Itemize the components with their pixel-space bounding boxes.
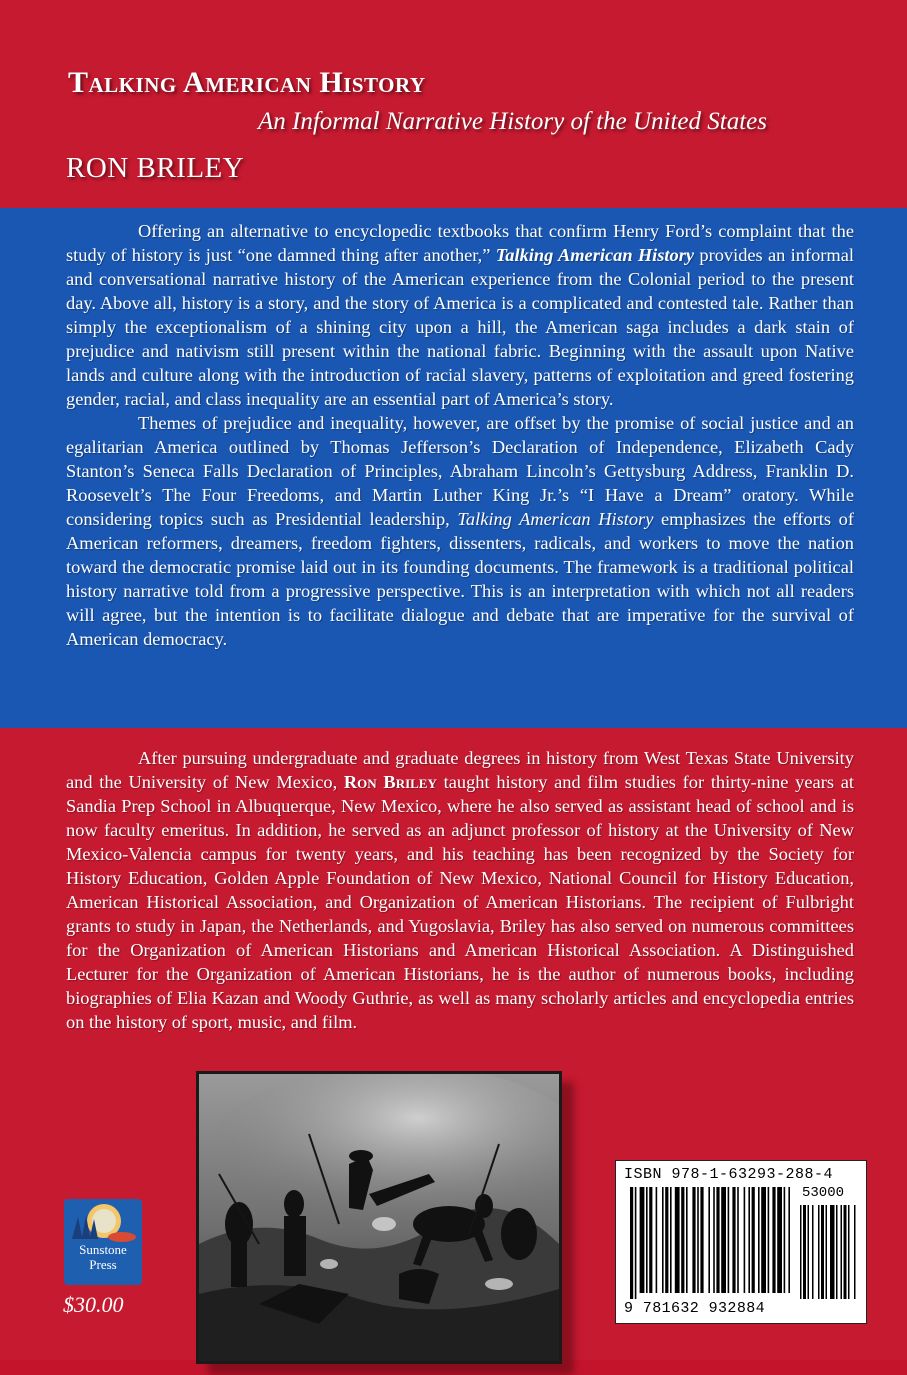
bio-author-name: Ron Briley <box>343 772 437 792</box>
blurb-p1-book-title: Talking American History <box>495 245 695 265</box>
ean-number: 9 781632 932884 <box>624 1300 766 1317</box>
blurb-paragraph-2 <box>66 411 854 651</box>
sun-icon <box>64 1199 142 1245</box>
author-bio <box>66 746 854 1034</box>
book-title: Talking American History <box>68 66 426 99</box>
isbn-barcode <box>615 1160 867 1324</box>
battle-illustration <box>196 1071 562 1364</box>
blurb-p2-book-title: Talking American History <box>457 509 654 529</box>
sunstone-press-logo-icon <box>64 1199 142 1285</box>
publisher-name: Sunstone Press <box>79 1242 127 1272</box>
bio-text-a: After pursuing undergraduate and graduate degrees in history from West Texas State University and the University of New Mexico, <box>66 748 854 792</box>
price: $30.00 <box>63 1292 124 1317</box>
bio-text-b: taught history and film studies for thirty-nine years at Sandia Prep School in Albuquerque, New Mexico, where he also served as assistant head of school and is now faculty emeritus. In addition, he served as an adjunct professor of history at the University of New Mexico-Valencia campus for twenty years, and his teaching has been recognized by the Society for History Education, Golden Apple Foundation of New Mexico, National Council for History Education, American Historical Association, and Organization of American Historians. The recipient of Fulbright grants to study in Japan, the Netherlands, and Yugoslavia, Briley has also served on numerous committees for the Organization of American Historians and American Historical Association. A Distinguished Lecturer for the Organization of American Historians, he is the author of numerous books, including biographies of Elia Kazan and Woody Guthrie, as well as many scholarly articles and encyclopedia entries on the history of sport, music, and film. <box>66 772 854 1032</box>
blurb-p2-text-b: emphasizes the efforts of American reformers, dreamers, freedom fighters, dissenters, radicals, and workers to move the nation toward the democratic promise laid out in its founding documents. The framework is a traditional political history narrative told from a progressive perspective. This is an interpretation with which not all readers will agree, but the intention is to facilitate dialogue and debate that are imperative for the survival of American democracy. <box>66 509 854 649</box>
blurb-p1-text-b: provides an informal and conversational narrative history of the American experience from the Colonial period to the present day. Above all, history is a story, and the story of America is a complicated and contested tale. Rather than simply the exceptionalism of a shining city upon a hill, the American saga includes a dark stain of prejudice and nativism still present within the national fabric. Beginning with the assault upon Native lands and culture along with the introduction of racial slavery, patterns of exploitation and greed fostering gender, racial, and class inequality are an essential part of America’s story. <box>66 245 855 409</box>
blurb-p2-text-a: Themes of prejudice and inequality, however, are offset by the promise of social justice and an egalitarian America outlined by Thomas Jefferson’s Declaration of Independence, Elizabeth Cady Stanton’s Seneca Falls Declaration of Principles, Abraham Lincoln’s Gettysburg Address, Franklin D. Roosevelt’s The Four Freedoms, and Martin Luther King Jr.’s “I Have a Dream” oratory. While considering topics such as Presidential leadership, <box>66 413 854 529</box>
blurb-paragraph-1 <box>66 219 854 411</box>
price-addon-code: 53000 <box>802 1185 845 1201</box>
author-name: RON BRILEY <box>66 152 245 184</box>
barcode-bars-icon <box>616 1161 866 1323</box>
blurb-p1-text-a: Offering an alternative to encyclopedic textbooks that confirm Henry Ford’s complaint that the study of history is just “one damned thing after another,” <box>66 221 854 265</box>
bio-paragraph <box>66 746 854 1034</box>
isbn-label: ISBN 978-1-63293-288-4 <box>624 1166 834 1183</box>
book-subtitle: An Informal Narrative History of the United States <box>258 108 767 135</box>
blurb-text <box>66 219 854 651</box>
battle-scene-engraving-icon <box>199 1074 559 1361</box>
